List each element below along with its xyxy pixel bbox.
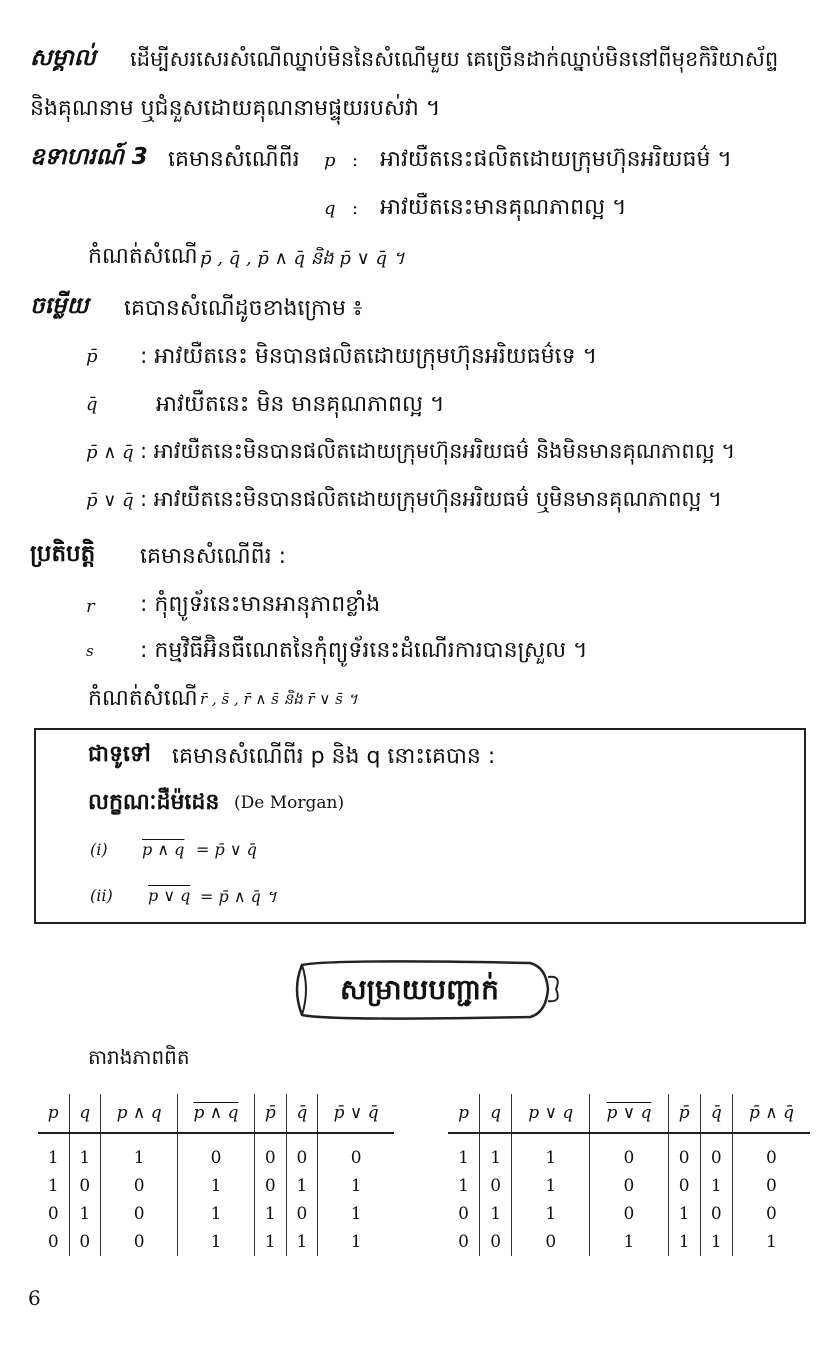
header-cell: p ∨ q <box>590 1094 668 1133</box>
table-row <box>38 1228 394 1256</box>
practice-intro: គេមានសំណើពីរ : <box>140 544 286 569</box>
practice-r-text: : កុំព្យូទ័រនេះមានអានុភាពខ្លាំង <box>140 592 381 617</box>
table-cell: 0 <box>512 1228 590 1256</box>
table-cell: 1 <box>254 1200 286 1228</box>
practice-task-math: r̄ , s̄ , r̄ ∧ s̄ និង r̄ ∨ s̄ ។ <box>200 690 358 708</box>
page-number: 6 <box>28 1286 41 1310</box>
answer-item-text: : អាវយឺតនេះមិនបានផលិតដោយក្រុមហ៊ុនអរិយធម៌ និងមិនមានគុណភាពល្អ ។ <box>140 439 736 463</box>
example-p-text: អាវយឺតនេះផលិតដោយក្រុមហ៊ុនអរិយធម៌ ។ <box>380 147 732 172</box>
table-cell: 0 <box>732 1133 810 1172</box>
note-line-2: និងគុណនាម ឬជំនួសដោយគុណនាមផ្ទុយរបស់វា ។ <box>30 96 441 121</box>
table-cell: 1 <box>318 1200 394 1228</box>
table-cell: 0 <box>69 1172 101 1200</box>
header-cell: p <box>448 1094 480 1133</box>
table-row <box>448 1133 810 1172</box>
header-cell: q <box>480 1094 512 1133</box>
table-cell: 0 <box>732 1172 810 1200</box>
header-cell: p <box>38 1094 69 1133</box>
table-cell: 0 <box>254 1133 286 1172</box>
truth-table-left <box>38 1094 394 1256</box>
practice-s-var: s <box>86 642 94 660</box>
table-cell: 0 <box>286 1200 318 1228</box>
header-cell: p ∧ q <box>101 1094 178 1133</box>
box-heading-rest: គេមានសំណើពីរ p និង q នោះគេបាន : <box>172 744 496 769</box>
table-row <box>38 1172 394 1200</box>
table-cell: 1 <box>69 1133 101 1172</box>
header-cell: q̄ <box>700 1094 732 1133</box>
note-label: សម្គាល់ <box>30 45 96 71</box>
example-q-var: q <box>324 198 336 219</box>
table-cell: 1 <box>700 1172 732 1200</box>
eq1-rhs: = p̄ ∨ q̄ <box>196 840 257 859</box>
note-line-1: ដើម្បីសរសេរសំណើឈ្នាប់មិននៃសំណើមួយ គេច្រើនដាក់ឈ្នាប់មិននៅពីមុខកិរិយាស័ព្ទ <box>130 47 779 71</box>
practice-label: ប្រតិបត្តិ <box>30 541 96 567</box>
eq2-label: (ii) <box>90 886 113 905</box>
header-cell: q <box>69 1094 101 1133</box>
table-cell: 1 <box>700 1228 732 1256</box>
table-cell: 0 <box>668 1172 700 1200</box>
table-cell: 0 <box>590 1200 668 1228</box>
table-row <box>38 1133 394 1172</box>
table-cell: 1 <box>318 1172 394 1200</box>
table-cell: 0 <box>480 1228 512 1256</box>
practice-s-text: : កម្មវិធីអ៊ិនធឺណេតនៃកុំព្យូទ័រនេះដំណើរការបានស្រួល ។ <box>140 638 588 663</box>
answer-intro: គេបានសំណើដូចខាងក្រោម ៖ <box>124 296 363 321</box>
table-cell: 1 <box>178 1200 255 1228</box>
answer-item-text: អាវយឺតនេះ មិន មានគុណភាពល្អ ។ <box>156 392 445 417</box>
example-p-var: p <box>324 150 336 171</box>
header-cell: p ∨ q <box>512 1094 590 1133</box>
table-cell: 0 <box>590 1172 668 1200</box>
table-cell: 0 <box>732 1200 810 1228</box>
table-cell: 1 <box>254 1228 286 1256</box>
answer-item-text: : អាវយឺតនេះមិនបានផលិតដោយក្រុមហ៊ុនអរិយធម៌ ឬមិនមានគុណភាពល្អ ។ <box>140 487 722 511</box>
table-cell: 1 <box>101 1133 178 1172</box>
truth-table-right <box>448 1094 810 1256</box>
table-row <box>448 1228 810 1256</box>
table-row <box>448 1200 810 1228</box>
header-cell: p ∧ q <box>178 1094 255 1133</box>
table-cell: 1 <box>178 1172 255 1200</box>
eq2-rhs: = p̄ ∧ q̄ ។ <box>200 887 277 906</box>
table-cell: 1 <box>668 1200 700 1228</box>
answer-label: ចម្លើយ <box>30 293 89 319</box>
table-cell: 1 <box>732 1228 810 1256</box>
table-cell: 0 <box>286 1133 318 1172</box>
table-cell: 0 <box>101 1200 178 1228</box>
table-cell: 0 <box>318 1133 394 1172</box>
table-row <box>448 1172 810 1200</box>
table-cell: 1 <box>47 1176 59 1196</box>
table-cell: 1 <box>480 1133 512 1172</box>
table-cell: 1 <box>286 1228 318 1256</box>
table-cell: 1 <box>480 1200 512 1228</box>
answer-item-sym: q̄ <box>86 394 98 415</box>
header-cell: p̄ ∨ q̄ <box>318 1094 394 1133</box>
eq1-lhs: p ∧ q <box>142 840 185 859</box>
eq2-lhs: p ∨ q <box>148 886 191 905</box>
table-cell: 0 <box>178 1133 255 1172</box>
table-cell: 0 <box>480 1172 512 1200</box>
practice-task-text: កំណត់សំណើ <box>88 686 198 711</box>
header-cell: q̄ <box>286 1094 318 1133</box>
example-task-math: p̄ , q̄ , p̄ ∧ q̄ និង p̄ ∨ q̄ ។ <box>200 248 405 269</box>
table-cell: 1 <box>458 1148 469 1168</box>
answer-item-sym: p̄ <box>86 346 98 367</box>
table-cell: 1 <box>47 1148 59 1168</box>
table-row <box>38 1200 394 1228</box>
law-title: លក្ខណៈដឺម៉ដេន <box>88 790 220 815</box>
table-cell: 1 <box>458 1176 469 1196</box>
table-cell: 1 <box>318 1228 394 1256</box>
table-cell: 0 <box>458 1204 469 1224</box>
table-cell: 1 <box>590 1228 668 1256</box>
answer-item-sym: p̄ ∨ q̄ <box>86 490 134 511</box>
table-cell: 0 <box>47 1232 59 1252</box>
header-cell: p̄ ∧ q̄ <box>732 1094 810 1133</box>
law-en: (De Morgan) <box>234 793 345 813</box>
document-page: សម្គាល់ ដើម្បីសរសេរសំណើឈ្នាប់មិននៃសំណើមួយ គេច្រើនដាក់ឈ្នាប់មិននៅពីមុខកិរិយាស័ព្ទ និងគុណនាម ឬជំនួសដោយគុណនាមផ្ទុយរបស់វា ។ ឧទាហរណ៍ 3 គេមានសំណើពីរ p : អាវយឺតនេះផលិតដោយក្រុមហ៊ុនអរិយធម៌ ។ q : អាវយឺតនេះមានគុណភាពល្អ ។ កំណត់សំណើ p̄ , q̄ , p̄ ∧ q̄ និង p̄ ∨ q̄ ។ ចម្លើយ គេបានសំណើដូចខាងក្រោម ៖ p̄ : អាវយឺតនេះ មិនបានផលិតដោយក្រុមហ៊ុនអរិយធម៌ទេ ។ q̄ អាវយឺតនេះ មិន មានគុណភាពល្អ ។ p̄ ∧ q̄ : អាវយឺតនេះមិនបានផលិតដោយក្រុមហ៊ុនអរិយធម៌ និងមិនមានគុណភាពល្អ ។ p̄ ∨ q̄ : អាវយឺតនេះមិនបានផលិតដោយក្រុមហ៊ុនអរិយធម៌ ឬមិនមានគុណភាពល្អ ។ ប្រតិបត្តិ គេមានសំណើពីរ : r : កុំព្យូទ័រនេះមានអានុភាពខ្លាំង s : កម្មវិធីអ៊ិនធឺណេតនៃកុំព្យូទ័រនេះដំណើរការបានស្រួល ។ កំណត់សំណើ r̄ , s̄ , r̄ ∧ s̄ និង r̄ ∨ s̄ ។ ជាទូទៅ គេមានសំណើពីរ p និង q នោះគេបាន : លក្ខណៈដឺម៉ដេន (De Morgan) (i) p ∧ q = p̄ ∨ q̄ (ii) p ∨ q = p̄ ∧ q̄ ។ សម្រាយបញ្ជាក់ តារាងភាពពិត p q p ∧ q p ∧ q p̄ q̄ p̄ ∨ q̄ 1 1 1 0 0 0 0 1 0 0 1 0 1 1 0 1 0 1 1 0 1 0 0 0 1 1 1 1 p q p ∨ q p ∨ q p̄ q̄ p̄ ∧ q̄ 1 1 1 0 0 0 0 1 0 1 0 0 1 0 0 1 1 0 1 0 0 0 0 0 1 1 1 1 6 <box>0 0 840 1352</box>
table-cell: 1 <box>512 1172 590 1200</box>
example-q-text: អាវយឺតនេះមានគុណភាពល្អ ។ <box>380 195 627 220</box>
table-cell: 1 <box>512 1133 590 1172</box>
eq1-label: (i) <box>90 840 108 859</box>
header-cell: p̄ <box>254 1094 286 1133</box>
box-heading: ជាទូទៅ <box>88 742 151 767</box>
table-cell: 1 <box>286 1172 318 1200</box>
table-cell: 0 <box>700 1133 732 1172</box>
example-label: ឧទាហរណ៍ 3 <box>30 144 148 170</box>
table-cell: 0 <box>254 1172 286 1200</box>
banner-title: សម្រាយបញ្ជាក់ <box>340 973 499 1006</box>
table-cell: 0 <box>590 1133 668 1172</box>
practice-r-var: r <box>86 596 95 617</box>
table-cell: 0 <box>101 1228 178 1256</box>
table-cell: 0 <box>458 1232 469 1252</box>
table-cell: 1 <box>178 1228 255 1256</box>
answer-item-text: : អាវយឺតនេះ មិនបានផលិតដោយក្រុមហ៊ុនអរិយធម៌ទេ ។ <box>140 344 598 369</box>
table-cell: 0 <box>69 1228 101 1256</box>
answer-item-sym: p̄ ∧ q̄ <box>86 442 134 463</box>
example-task-text: កំណត់សំណើ <box>88 244 198 269</box>
table-cell: 1 <box>512 1200 590 1228</box>
table-cell: 1 <box>668 1228 700 1256</box>
truth-table-label: តារាងភាពពិត <box>88 1045 190 1069</box>
header-cell: p̄ <box>668 1094 700 1133</box>
table-cell: 0 <box>668 1133 700 1172</box>
table-cell: 1 <box>69 1200 101 1228</box>
table-cell: 0 <box>47 1204 59 1224</box>
table-cell: 0 <box>700 1200 732 1228</box>
example-intro: គេមានសំណើពីរ <box>168 147 300 172</box>
table-cell: 0 <box>101 1172 178 1200</box>
